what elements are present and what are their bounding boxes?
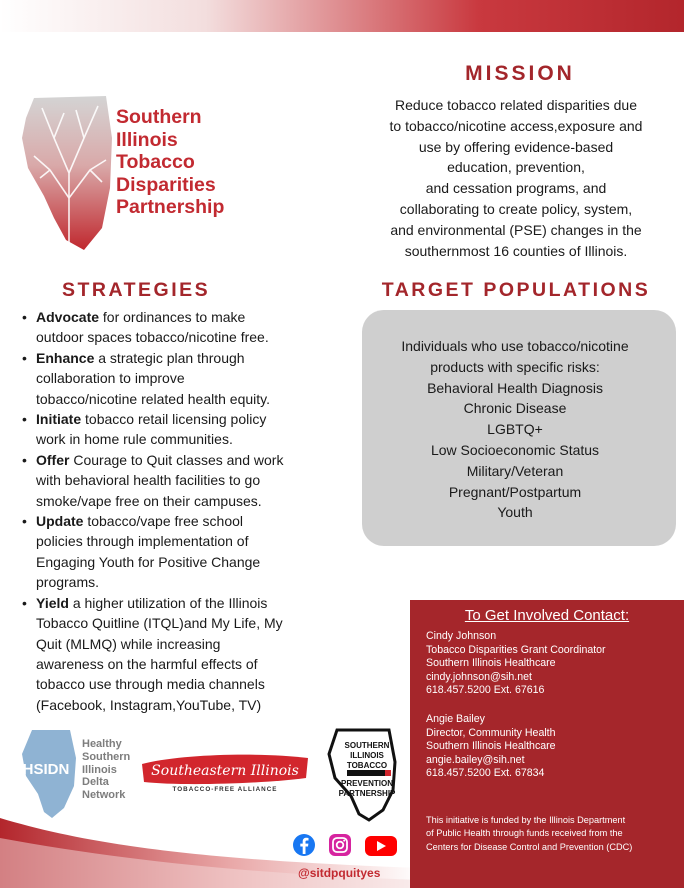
target-group: Military/Veteran [466,462,564,479]
funding-notice [426,814,632,854]
contact-org: Southern Illinois Healthcare [426,740,556,753]
funding-line: of Public Health through funds received from the [426,828,623,839]
strategy-text: smoke/vape free on their campuses. [36,492,262,509]
mission-statement [348,95,684,261]
strategy-keyword: Initiate [36,411,82,428]
strategy-text: for ordinances to make [99,309,246,325]
strategy-keyword: Yield [36,594,69,611]
strategy-text: tobacco use through media channels [36,676,265,693]
target-group: LGBTQ+ [487,421,543,438]
strategy-text: Engaging Youth for Positive Change [36,553,261,570]
hsidn-abbr: HSIDN [22,761,70,778]
target-intro: products with specific risks: [430,358,600,375]
partnership-logo-text [116,106,276,219]
contact-phone[interactable]: 618.457.5200 Ext. 67616 [426,684,545,697]
tobacco-prevention-partnership-logo [323,726,409,822]
logo-line: Partnership [116,196,225,218]
target-populations-content [362,336,668,523]
mission-line: Reduce tobacco related disparities due [394,97,638,113]
hsidn-line: Healthy [82,738,122,750]
contact-heading: To Get Involved Contact: [464,607,630,624]
illinois-tree-logo [14,78,124,258]
strategy-keyword: Advocate [36,309,100,325]
strategy-text: tobacco/nicotine related health equity. [36,390,271,407]
logo-line: Disparities [116,173,216,196]
mission-line: education, prevention, [447,159,585,176]
strategy-item [20,450,340,511]
logo-line: Illinois [116,128,178,151]
contact-role: Tobacco Disparities Grant Coordinator [426,643,606,656]
contact-org: Southern Illinois Healthcare [426,657,556,670]
strategy-text: policies through implementation of [36,533,249,550]
strategies-list [20,307,340,715]
strategy-item [20,593,340,715]
hsidn-line: Illinois [82,763,117,776]
strategy-text: collaboration to improve [36,370,185,387]
strategy-keyword: Enhance [36,349,95,366]
contact-role: Director, Community Health [426,726,556,739]
top-banner [0,0,684,32]
strategy-text: with behavioral health facilities to go [36,472,261,489]
social-handle[interactable]: @sitdpquityes [298,866,381,880]
target-intro: Individuals who use tobacco/nicotine [401,338,629,354]
strategy-text: tobacco retail licensing policy [81,411,267,428]
tpp-line: SOUTHERN [344,741,390,750]
hsidn-name [82,738,130,802]
youtube-icon[interactable] [365,836,397,856]
contact-name: Cindy Johnson [426,630,497,642]
contact-name: Angie Bailey [426,713,485,725]
strategy-text: Tobacco Quitline (ITQL)and My Life, My [36,615,283,632]
target-populations-heading: TARGET POPULATIONS [381,279,651,301]
mission-line: and environmental (PSE) changes in the [390,221,642,238]
strategy-item [20,348,340,409]
sei-script: Southeastern Illinois [151,763,299,779]
target-group: Low Socioeconomic Status [430,441,600,458]
target-group: Behavioral Health Diagnosis [427,379,603,396]
strategy-text: tobacco/vape free school [83,513,243,530]
funding-line: Centers for Disease Control and Prevention (CDC) [426,841,633,852]
mission-line: collaborating to create policy, system, [399,200,633,217]
mission-line: southernmost 16 counties of Illinois. [404,242,628,259]
strategy-text: programs. [36,574,100,591]
tpp-line: TOBACCO [346,761,388,770]
target-group: Pregnant/Postpartum [448,483,582,500]
hsidn-line: Delta [82,776,109,789]
tpp-line: PARTNERSHIP [338,789,396,798]
target-group: Youth [497,504,533,521]
contact-phone[interactable]: 618.457.5200 Ext. 67834 [426,767,545,780]
strategy-text: a higher utilization of the Illinois [68,594,268,611]
hsidn-line: Network [82,789,126,802]
logo-line: Tobacco [116,151,195,173]
strategy-text: Courage to Quit classes and work [69,451,284,468]
strategy-text: (Facebook, Instagram,YouTube, TV) [36,696,262,713]
funding-line: This initiative is funded by the Illinois Department [426,815,626,825]
target-populations-box [362,310,676,546]
hsidn-line: Southern [82,750,131,763]
sei-subtitle: TOBACCO-FREE ALLIANCE [172,786,278,793]
contact-email[interactable]: angie.bailey@sih.net [426,753,525,766]
tpp-line: PREVENTION [340,779,394,788]
tpp-line: ILLINOIS [350,751,384,760]
mission-heading: MISSION [465,62,575,85]
strategy-text: work in home rule communities. [36,431,233,448]
strategy-item [20,307,340,348]
strategy-item [20,511,340,593]
mission-line: to tobacco/nicotine access,exposure and [389,117,643,134]
strategies-heading: STRATEGIES [62,279,211,301]
contact-person [426,630,606,698]
strategy-text: Quit (MLMQ) while increasing [36,635,221,652]
strategy-text: outdoor spaces tobacco/nicotine free. [36,329,269,346]
strategy-keyword: Update [36,513,84,530]
mission-line: and cessation programs, and [425,180,607,197]
contact-person [426,713,556,781]
contact-email[interactable]: cindy.johnson@sih.net [426,670,532,683]
strategy-text: a strategic plan through [94,349,245,366]
facebook-icon[interactable] [293,834,315,856]
social-media-icons [292,832,402,858]
strategy-item [20,409,340,450]
strategy-keyword: Offer [36,451,70,468]
mission-line: use by offering evidence-based [418,138,614,155]
strategy-text: awareness on the harmful effects of [36,655,258,672]
logo-line: Southern [116,106,202,128]
instagram-icon[interactable] [329,834,351,856]
target-group: Chronic Disease [463,400,567,417]
contact-panel [410,600,684,888]
